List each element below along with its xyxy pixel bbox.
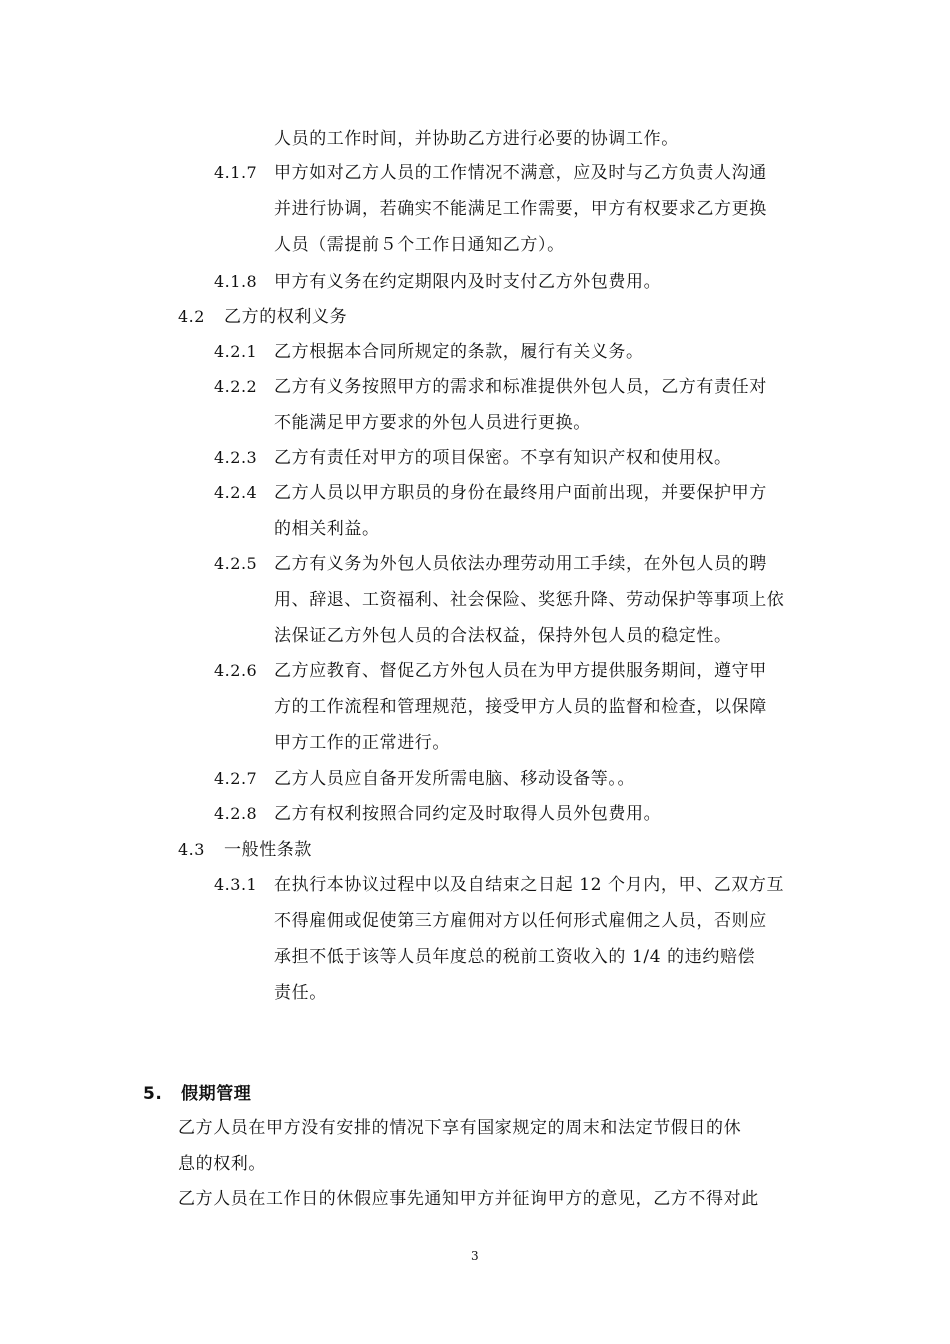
clause-number: 4.2.4 xyxy=(214,483,258,502)
clause-text-line: 一般性条款 xyxy=(224,840,312,860)
section-paragraph-line: 乙方人员在甲方没有安排的情况下享有国家规定的周末和法定节假日的休 xyxy=(178,1118,742,1138)
section-paragraph-line: 乙方人员在工作日的休假应事先通知甲方并征询甲方的意见，乙方不得对此 xyxy=(178,1189,759,1209)
clause-text-line: 人员（需提前５个工作日通知乙方）。 xyxy=(274,235,565,255)
clause-text-line: 乙方人员以甲方职员的身份在最终用户面前出现，并要保护甲方 xyxy=(274,483,767,503)
clause-number: 4.2 xyxy=(178,307,205,326)
clause-text-line: 乙方有义务为外包人员依法办理劳动用工手续，在外包人员的聘 xyxy=(274,554,767,574)
clause-text-line: 人员的工作时间，并协助乙方进行必要的协调工作。 xyxy=(274,129,679,149)
clause-number: 4.2.2 xyxy=(214,377,258,396)
clause-text-line: 乙方的权利义务 xyxy=(224,307,348,327)
clause-number: 4.2.8 xyxy=(214,804,258,823)
page-number: 3 xyxy=(471,1249,479,1263)
clause-text-line: 法保证乙方外包人员的合法权益，保持外包人员的稳定性。 xyxy=(274,626,732,646)
clause-text-line: 甲方有义务在约定期限内及时支付乙方外包费用。 xyxy=(274,272,662,292)
section-title: 假期管理 xyxy=(181,1084,252,1104)
clause-number: 4.2.5 xyxy=(214,554,258,573)
clause-text-line: 在执行本协议过程中以及自结束之日起 12 个月内，甲、乙双方互 xyxy=(274,875,785,895)
clause-number: 4.1.7 xyxy=(214,163,258,182)
clause-text-line: 不得雇佣或促使第三方雇佣对方以任何形式雇佣之人员，否则应 xyxy=(274,911,767,931)
clause-number: 4.3 xyxy=(178,840,205,859)
clause-number: 4.2.6 xyxy=(214,661,258,680)
section-number: 5. xyxy=(143,1084,163,1104)
clause-text-line: 并进行协调，若确实不能满足工作需要，甲方有权要求乙方更换 xyxy=(274,199,767,219)
clause-number: 4.2.7 xyxy=(214,769,258,788)
clause-text-line: 乙方根据本合同所规定的条款，履行有关义务。 xyxy=(274,342,644,362)
clause-text-line: 甲方工作的正常进行。 xyxy=(274,733,450,753)
clause-text-line: 责任。 xyxy=(274,983,327,1003)
clause-text-line: 乙方人员应自备开发所需电脑、移动设备等。。 xyxy=(274,769,636,789)
clause-text-line: 乙方有义务按照甲方的需求和标准提供外包人员，乙方有责任对 xyxy=(274,377,767,397)
clause-text-line: 方的工作流程和管理规范，接受甲方人员的监督和检查，以保障 xyxy=(274,697,767,717)
section-paragraph-line: 息的权利。 xyxy=(178,1154,266,1174)
clause-text-line: 的相关利益。 xyxy=(274,519,380,539)
clause-text-line: 甲方如对乙方人员的工作情况不满意，应及时与乙方负责人沟通 xyxy=(274,163,767,183)
clause-text-line: 不能满足甲方要求的外包人员进行更换。 xyxy=(274,413,591,433)
clause-text-line: 用、辞退、工资福利、社会保险、奖惩升降、劳动保护等事项上依 xyxy=(274,590,785,610)
clause-text-line: 乙方有权利按照合同约定及时取得人员外包费用。 xyxy=(274,804,662,824)
clause-text-line: 乙方有责任对甲方的项目保密。不享有知识产权和使用权。 xyxy=(274,448,732,468)
clause-number: 4.2.3 xyxy=(214,448,258,467)
clause-number: 4.1.8 xyxy=(214,272,258,291)
clause-number: 4.3.1 xyxy=(214,875,258,894)
clause-number: 4.2.1 xyxy=(214,342,258,361)
clause-text-line: 乙方应教育、督促乙方外包人员在为甲方提供服务期间，遵守甲 xyxy=(274,661,767,681)
clause-text-line: 承担不低于该等人员年度总的税前工资收入的 1/4 的违约赔偿 xyxy=(274,947,756,967)
